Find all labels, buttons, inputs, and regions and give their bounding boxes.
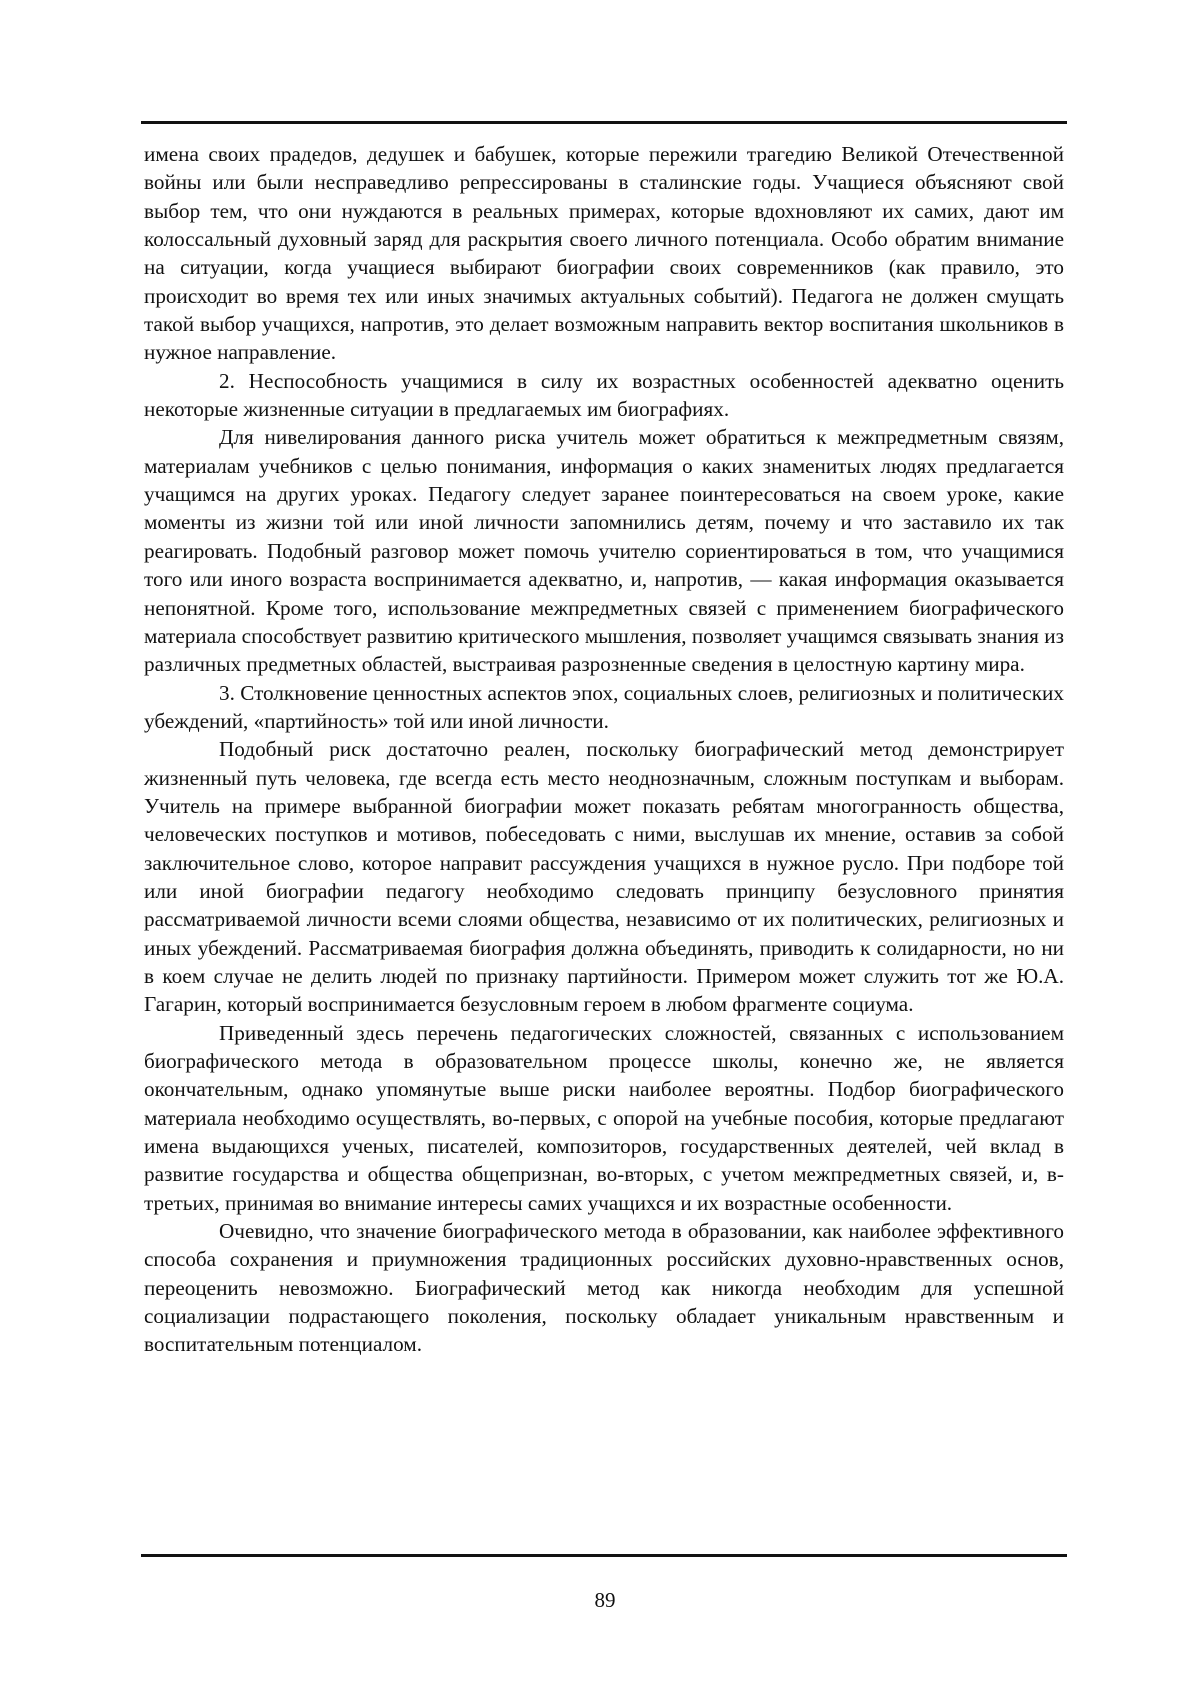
paragraph: имена своих прадедов, дедушек и бабушек, которые пережили трагедию Великой Отечественной войны или были несправедливо репрессированы в сталинские годы. Учащиеся объясняют свой выбор тем, что они нуждаются в реальных примерах, которые вдохновляют их самих, дают им колоссальный духовный заряд для раскрытия своего личного потенциала. Особо обратим внимание на ситуации, когда учащиеся выбирают биографии своих современников (как правило, это происходит во время тех или иных значимых актуальных событий). Педагога не должен смущать такой выбор учащихся, напротив, это делает возможным направить вектор воспитания школьников в нужное направление. [144,142,1064,365]
header-rule [141,121,1067,124]
paragraph: Подобный риск достаточно реален, поскольку биографический метод демонстрирует жизненный путь человека, где всегда есть место неоднозначным, сложным поступкам и выборам. Учитель на примере выбранной биографии может показать ребятам многогранность общества, человеческих поступков и мотивов, побеседовать с ними, выслушав их мнение, оставив за собой заключительное слово, которое направит рассуждения учащихся в нужное русло. При подборе той или иной биографии педагогу необходимо следовать принципу безусловного принятия рассматриваемой личности всеми слоями общества, независимо от их политических, религиозных и иных убеждений. Рассматриваемая биография должна объединять, приводить к солидарности, но ни в коем случае не делить людей по признаку партийности. Примером может служить тот же Ю.А. Гагарин, который воспринимается безусловным героем в любом фрагменте социума. [144,737,1064,1017]
paragraph: Для нивелирования данного риска учитель может обратиться к межпредметным связям, материалам учебников с целью понимания, информация о каких знаменитых людях предлагается учащимся на других уроках. Педагогу следует заранее поинтересоваться на своем уроке, какие моменты из жизни той или иной личности запомнились детям, почему и что заставило их так реагировать. Подобный разговор может помочь учителю сориентироваться в том, что учащимися того или иного возраста воспринимается адекватно, и, напротив, — какая информация оказывается непонятной. Кроме того, использование межпредметных связей с применением биографического материала способствует развитию критического мышления, позволяет учащимся связывать знания из различных предметных областей, выстраивая разрозненные сведения в целостную картину мира. [144,425,1064,677]
paragraph: Приведенный здесь перечень педагогических сложностей, связанных с использованием биографического метода в образовательном процессе школы, конечно же, не является окончательным, однако упомянутые выше риски наиболее вероятны. Подбор биографического материала необходимо осуществлять, во-первых, с опорой на учебные пособия, которые предлагают имена выдающихся ученых, писателей, композиторов, государственных деятелей, чей вклад в развитие государства и общества общепризнан, во-вторых, с учетом межпредметных связей, и, в-третьих, принимая во внимание интересы самих учащихся и их возрастные особенности. [144,1020,1064,1215]
paragraph: 2. Неспособность учащимися в силу их возрастных особенностей адекватно оценить некоторые жизненные ситуации в предлагаемых им биографиях. [144,368,1064,422]
paragraph: Очевидно, что значение биографического метода в образовании, как наиболее эффективного способа сохранения и приумножения традиционных российских духовно-нравственных основ, переоценить невозможно. Биографический метод как никогда необходим для успешной социализации подрастающего поколения, поскольку обладает уникальным нравственным и воспитательным потенциалом. [144,1219,1064,1357]
footer-rule [141,1554,1067,1557]
paragraph: 3. Столкновение ценностных аспектов эпох, социальных слоев, религиозных и политических убеждений, «партийность» той или иной личности. [144,680,1064,733]
body-text [144,140,1064,1359]
page-number: 89 [594,1588,616,1612]
